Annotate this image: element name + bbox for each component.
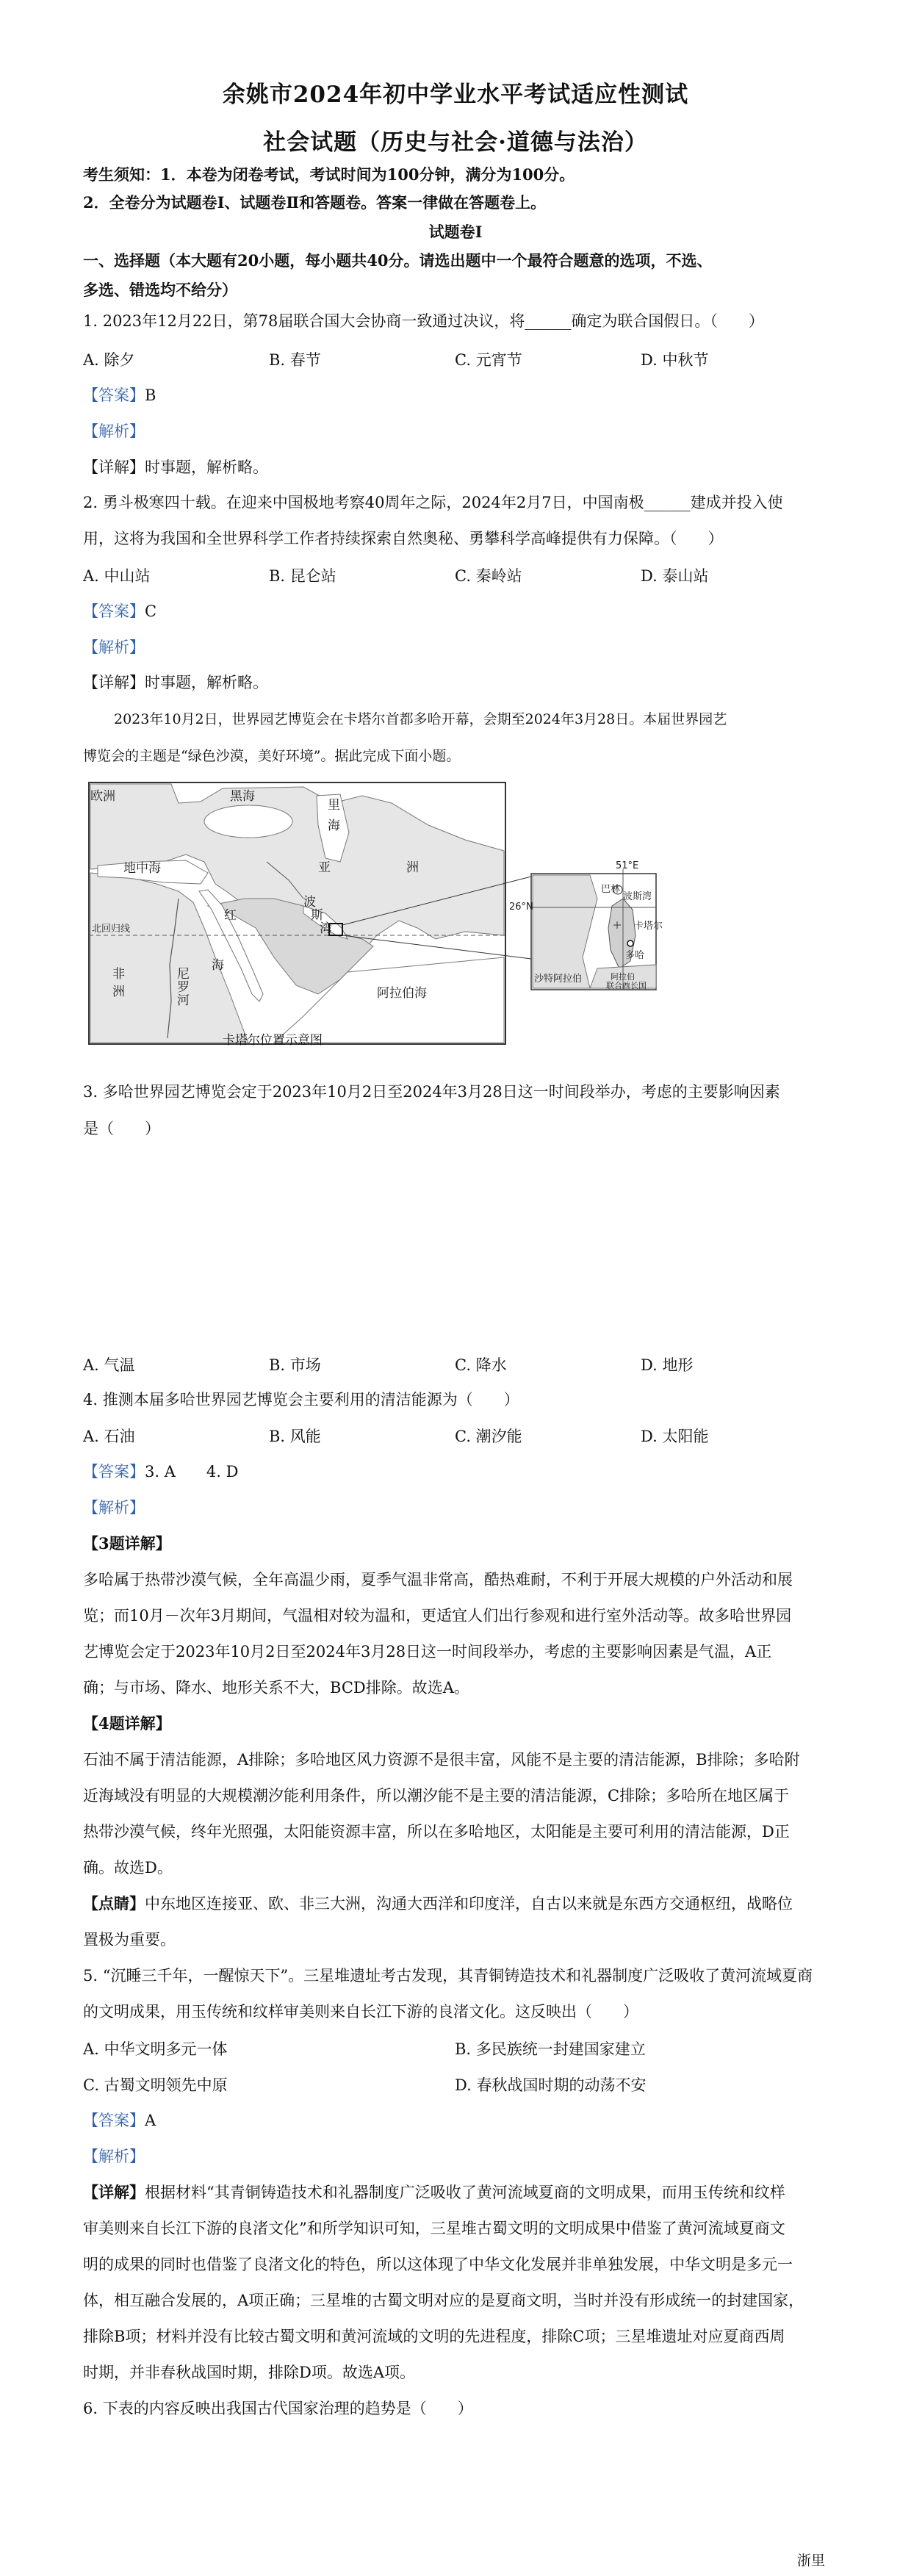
q4-option-a: A. 石油 [83,1428,135,1445]
q5-answer [83,2109,156,2131]
tip-heading: 【点睛】 [83,1894,145,1913]
doha-marker [627,940,633,946]
q5-stem-line-1: 5. “沉睡三千年，一醒惊天下”。三星堆遗址考古发现，其青铜铸造技术和礼器制度广泛吸收了黄河流域夏商 [83,1967,813,1985]
q5-detail-text-1: 根据材料“其青铜铸造技术和礼器制度广泛吸收了黄河流域夏商的文明成果，而用玉传统和纹样 [145,2184,785,2201]
q3-q4-analysis-label: 【解析】 [83,1499,145,1517]
q1-answer [83,384,156,406]
q2-option-b: B. 昆仑站 [269,567,336,585]
section-heading-line-2: 多选、错选均不给分） [83,281,237,299]
black-sea [204,805,292,838]
q5-option-d: D. 春秋战国时期的动荡不安 [455,2076,647,2094]
map-label-red-sea-1: 红 [224,908,237,923]
q4-option-d: D. 太阳能 [641,1428,709,1445]
q1-option-a: A. 除夕 [83,351,135,369]
q2-option-a: A. 中山站 [83,567,151,585]
q3-q4-answer-value: 3. A 4. D [145,1463,239,1481]
q5-detail-line-2: 审美则来自长江下游的良渚文化”和所学知识可知，三星堆古蜀文明的文明成果中借鉴了黄河流域夏商文 [83,2220,785,2237]
inset-label-saudi: 沙特阿拉伯 [534,974,583,985]
q5-detail-line-1 [83,2181,785,2203]
q4-detail-line-4: 确。故选D。 [83,1859,173,1877]
q5-option-b: B. 多民族统一封建国家建立 [455,2040,646,2058]
paper-title: 试题卷Ⅰ [428,223,483,241]
q4-option-b: B. 风能 [269,1428,321,1445]
q4-detail-heading: 【4题详解】 [83,1714,171,1733]
q1-analysis-label: 【解析】 [83,422,145,440]
map-label-europe: 欧洲 [90,789,115,804]
footer-region: 浙里 [797,2552,826,2569]
detail-label: 【详解】 [83,2183,145,2201]
notice-line-2: 2．全卷分为试题卷Ⅰ、试题卷Ⅱ和答题卷。答案一律做在答题卷上。 [83,193,547,212]
answer-label: 【答案】 [83,1463,145,1481]
q3-detail-heading: 【3题详解】 [83,1534,171,1553]
page-subtitle: 社会试题（历史与社会·道德与法治） [263,129,648,156]
q4-detail-line-3: 热带沙漠气候，终年光照强，太阳能资源丰富，所以在多哈地区，太阳能是主要可利用的清洁能源，D正 [83,1823,790,1841]
map-label-gulf-3: 湾 [320,921,332,936]
q2-answer [83,600,156,622]
tip-text: 中东地区连接亚、欧、非三大洲，沟通大西洋和印度洋，自古以来就是东西方交通枢纽，战略位 [145,1895,793,1913]
map-label-asia-1: 亚 [318,860,331,875]
inset-label-persian-gulf: 波斯湾 [623,891,652,902]
q2-detail [83,672,268,694]
map-label-arabian-sea: 阿拉伯海 [377,986,427,1001]
q4-detail-line-1: 石油不属于清洁能源，A排除；多哈地区风力资源不是很丰富，风能不是主要的清洁能源，B排除；多哈附 [83,1751,800,1769]
q4-option-c: C. 潮汐能 [455,1428,522,1445]
q2-detail-text: 时事题，解析略。 [145,674,268,691]
map-label-nile-2: 罗 [177,980,190,995]
map-label-asia-2: 洲 [406,860,419,875]
map-label-africa-2: 洲 [112,985,125,999]
material-line-1: 2023年10月2日，世界园艺博览会在卡塔尔首都多哈开幕，会期至2024年3月28日。本届世界园艺 [114,711,727,727]
material-line-2: 博览会的主题是“绿色沙漠，美好环境”。据此完成下面小题。 [83,748,461,764]
map-label-africa-1: 非 [112,967,125,982]
map-label-black-sea: 黑海 [230,789,255,804]
q5-option-a: A. 中华文明多元一体 [83,2040,228,2058]
answer-label: 【答案】 [83,2112,145,2129]
q2-analysis-label: 【解析】 [83,638,145,656]
map-label-nile-3: 河 [177,993,190,1008]
map-label-mediterranean: 地中海 [123,861,161,876]
map-label-caspian-2: 海 [328,819,340,833]
q5-detail-line-4: 体，相互融合发展的，A项正确；三星堆的古蜀文明对应的是夏商文明，当时并没有形成统一的封建国家， [83,2292,804,2309]
inset-label-doha: 多哈 [625,950,645,961]
page-title: 余姚市2024年初中学业水平考试适应性测试 [222,82,689,108]
map-label-gulf-1: 波 [303,895,316,910]
q3-detail-line-3: 艺博览会定于2023年10月2日至2024年3月28日这一时间段举办，考虑的主要影响因素是气温，A正 [83,1643,772,1661]
q1-option-c: C. 元宵节 [455,351,522,369]
q3-detail-line-4: 确；与市场、降水、地形关系不大，BCD排除。故选A。 [83,1679,469,1697]
tip-line-2: 置极为重要。 [83,1931,176,1949]
map-caption: 卡塔尔位置示意图 [223,1033,323,1048]
q1-stem: 1. 2023年12月22日，第78届联合国大会协商一致通过决议，将______确定为联合国假日。（ ） [83,312,764,330]
q4-detail-line-2: 近海域没有明显的大规模潮汐能利用条件，所以潮汐能不是主要的清洁能源，C排除；多哈所在地区属于 [83,1787,790,1805]
q2-stem-line-2: 用，这将为我国和全世界科学工作者持续探索自然奥秘、勇攀科学高峰提供有力保障。（ ） [83,530,724,547]
q1-detail [83,456,268,478]
q3-option-c: C. 降水 [455,1356,507,1374]
inset-label-qatar: 卡塔尔 [634,921,663,932]
detail-label: 【详解】 [83,674,145,691]
qatar-location-map [83,781,847,1046]
q3-option-b: B. 市场 [269,1356,321,1374]
map-label-nile-1: 尼 [177,967,190,982]
inset-label-uae-1: 阿拉伯 [611,972,635,982]
q3-option-d: D. 地形 [641,1356,694,1374]
q4-stem: 4. 推测本届多哈世界园艺博览会主要利用的清洁能源为（ ） [83,1391,519,1408]
notice-line-1: 考生须知：1．本卷为闭卷考试，考试时间为100分钟，满分为100分。 [83,165,575,184]
q3-q4-answer [83,1461,238,1483]
inset-label-longitude: 51°E [616,860,639,871]
map-label-tropic: 北回归线 [92,924,131,935]
q5-answer-value: A [145,2112,156,2129]
map-label-red-sea-2: 海 [212,958,224,973]
q1-detail-text: 时事题，解析略。 [145,458,268,476]
q1-option-b: B. 春节 [269,351,321,369]
q1-option-d: D. 中秋节 [641,351,709,369]
answer-label: 【答案】 [83,386,145,404]
q5-option-c: C. 古蜀文明领先中原 [83,2076,228,2094]
inset-label-latitude: 26°N [509,902,533,913]
section-heading-line-1: 一、选择题（本大题有20小题，每小题共40分。请选出题中一个最符合题意的选项，不选、 [83,251,713,270]
q1-answer-value: B [145,386,156,404]
map-label-gulf-2: 斯 [311,908,323,923]
q5-detail-line-6: 时期，并非春秋战国时期，排除D项。故选A项。 [83,2364,416,2381]
q2-option-c: C. 秦岭站 [455,567,522,585]
q5-stem-line-2: 的文明成果，用玉传统和纹样审美则来自长江下游的良渚文化。这反映出（ ） [83,2003,638,2021]
q6-stem: 6. 下表的内容反映出我国古代国家治理的趋势是（ ） [83,2400,473,2417]
q2-stem-line-1: 2. 勇斗极寒四十载。在迎来中国极地考察40周年之际，2024年2月7日，中国南极______建成并投入使 [83,494,783,511]
q2-answer-value: C [145,602,157,620]
tip-line-1 [83,1893,793,1915]
q5-analysis-label: 【解析】 [83,2148,145,2165]
map-graphic [83,781,847,1046]
q3-detail-line-1: 多哈属于热带沙漠气候，全年高温少雨，夏季气温非常高，酷热难耐，不利于开展大规模的户外活动和展 [83,1571,793,1589]
map-label-caspian-1: 里 [328,798,340,813]
inset-label-uae-2: 联合酋长国 [606,981,647,990]
q2-option-d: D. 泰山站 [641,567,709,585]
q3-stem-line-2: 是（ ） [83,1120,160,1137]
inset-label-bahrain: 巴林 [601,884,621,895]
detail-label: 【详解】 [83,458,145,476]
q3-stem-line-1: 3. 多哈世界园艺博览会定于2023年10月2日至2024年3月28日这一时间段举办，考虑的主要影响因素 [83,1083,780,1101]
answer-label: 【答案】 [83,602,145,620]
q5-detail-line-3: 明的成果的同时也借鉴了良渚文化的特色，所以这体现了中华文化发展并非单独发展，中华文明是多元一 [83,2256,793,2273]
q3-detail-line-2: 览；而10月－次年3月期间，气温相对较为温和，更适宜人们出行参观和进行室外活动等。故多哈世界园 [83,1607,792,1625]
q5-detail-line-5: 排除B项；材料并没有比较古蜀文明和黄河流域的文明的先进程度，排除C项；三星堆遗址对应夏商西周 [83,2328,785,2345]
q3-option-a: A. 气温 [83,1356,135,1374]
